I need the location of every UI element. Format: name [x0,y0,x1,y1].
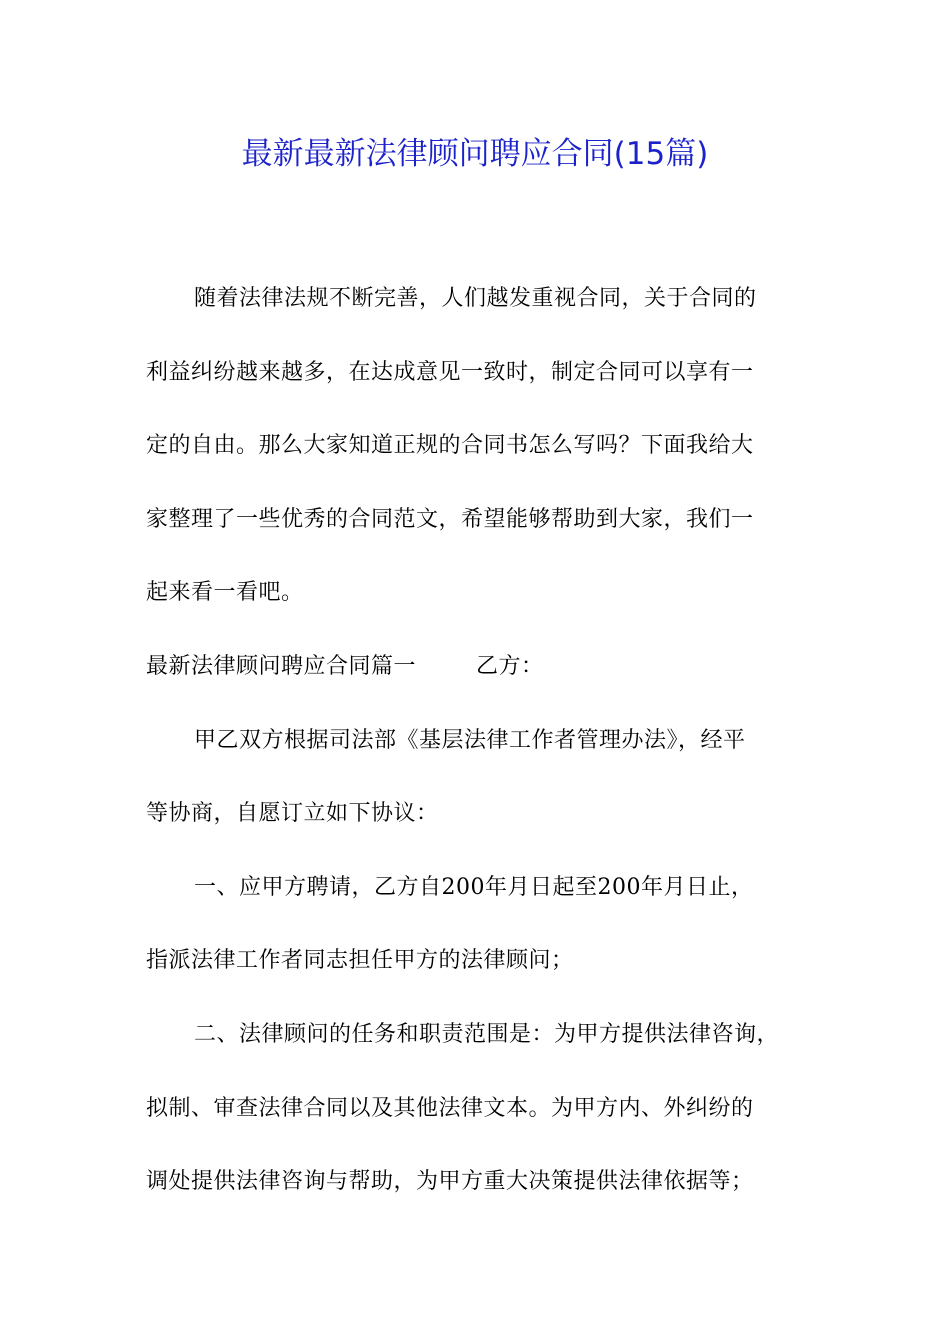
text-line: 利益纠纷越来越多，在达成意见一致时，制定合同可以享有一 [146,359,754,385]
text-line: 随着法律法规不断完善，人们越发重视合同，关于合同的 [194,286,757,311]
section-heading-line [146,630,806,704]
text-line: 一、应甲方聘请，乙方自200年月日起至200年月日止， [194,874,754,900]
text-line: 甲乙双方根据司法部《基层法律工作者管理办法》，经平 [194,727,746,753]
text-line: 二、法律顾问的任务和职责范围是：为甲方提供法律咨询， [194,1021,780,1047]
text-line: 指派法律工作者同志担任甲方的法律顾问； [146,948,574,974]
text-line: 调处提供法律咨询与帮助，为甲方重大决策提供法律依据等； [146,1169,754,1195]
text-line: 等协商，自愿订立如下协议： [146,801,439,827]
text-line: 家整理了一些优秀的合同范文，希望能够帮助到大家，我们一 [146,506,754,532]
clause-paragraph-2 [146,998,806,1219]
text-line: 起来看一看吧。 [146,580,304,606]
clause-paragraph-1 [146,851,806,998]
text-line: 定的自由。那么大家知道正规的合同书怎么写吗？下面我给大 [146,433,754,459]
document-body [146,262,806,1219]
party-label: 乙方： [476,653,544,679]
document-title: 最新最新法律顾问聘应合同(15篇) [241,136,709,172]
section-heading: 最新法律顾问聘应合同篇一 [146,653,417,679]
intro-paragraph [146,262,806,630]
agreement-paragraph [146,704,806,851]
text-line: 拟制、审查法律合同以及其他法律文本。为甲方内、外纠纷的 [146,1095,754,1121]
